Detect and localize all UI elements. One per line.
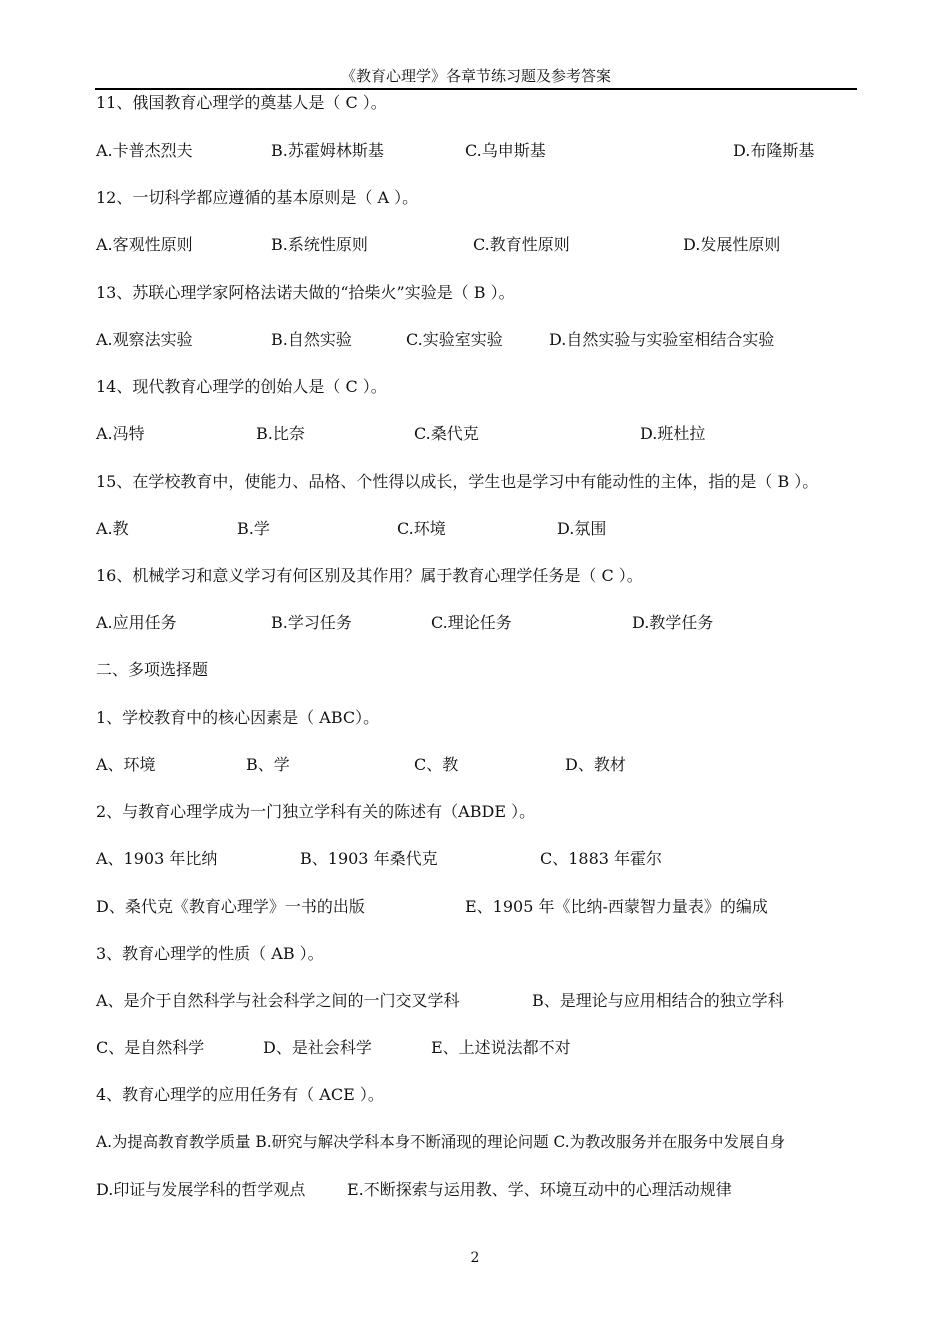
page-header-title: 《教育心理学》各章节练习题及参考答案 [340,67,611,85]
multi-2-option-c: C、1883 年霍尔 [540,849,663,868]
multi-2-option-d: D、桑代克《教育心理学》一书的出版 [96,897,365,916]
question-14-option-b: B.比奈 [256,424,305,443]
multi-2-option-e: E、1905 年《比纳-西蒙智力量表》的编成 [465,897,768,916]
multi-1-option-c: C、教 [414,755,459,774]
question-14-option-d: D.班杜拉 [640,424,706,443]
question-13-option-a: A.观察法实验 [96,330,193,349]
question-11-option-a: A.卡普杰烈夫 [96,141,193,160]
multi-2-stem: 2、与教育心理学成为一门独立学科有关的陈述有（ABDE ）。 [96,802,536,821]
question-16-option-c: C.理论任务 [431,613,512,632]
multi-3-option-c: C、是自然科学 [96,1038,205,1057]
question-13-stem: 13、苏联心理学家阿格法诺夫做的“拾柴火”实验是（ B ）。 [96,283,515,302]
question-14-option-a: A.冯特 [96,424,145,443]
multi-4-option-e: E.不断探索与运用教、学、环境互动中的心理活动规律 [347,1180,732,1199]
multi-1-option-d: D、教材 [565,755,626,774]
question-12-option-c: C.教育性原则 [473,235,570,254]
multi-3-stem: 3、教育心理学的性质（ AB ）。 [96,944,324,963]
multi-3-option-d: D、是社会科学 [263,1038,372,1057]
section-2-heading: 二、多项选择题 [96,660,209,679]
multi-4-option-d: D.印证与发展学科的哲学观点 [96,1180,306,1199]
question-12-option-a: A.客观性原则 [96,235,193,254]
question-13-option-b: B.自然实验 [271,330,352,349]
question-15-option-b: B.学 [237,519,270,538]
question-16-option-d: D.教学任务 [632,613,714,632]
question-11-stem: 11、俄国教育心理学的奠基人是（ C ）。 [96,93,387,112]
multi-3-option-b: B、是理论与应用相结合的独立学科 [532,991,784,1010]
question-16-option-a: A.应用任务 [96,613,177,632]
question-13-option-c: C.实验室实验 [406,330,503,349]
header-divider [95,88,857,90]
multi-4-options-abc: A.为提高教育教学质量 B.研究与解决学科本身不断涌现的理论问题 C.为教改服务并在服务中发展自身 [96,1133,786,1151]
question-16-option-b: B.学习任务 [271,613,352,632]
question-16-stem: 16、机械学习和意义学习有何区别及其作用？属于教育心理学任务是（ C ）。 [96,566,643,585]
multi-1-option-b: B、学 [246,755,290,774]
multi-2-option-b: B、1903 年桑代克 [300,849,438,868]
page-number: 2 [470,1250,480,1266]
question-15-option-d: D.氛围 [557,519,607,538]
question-14-option-c: C.桑代克 [414,424,479,443]
multi-1-option-a: A、环境 [96,755,156,774]
multi-3-option-e: E、上述说法都不对 [431,1038,571,1057]
question-12-stem: 12、一切科学都应遵循的基本原则是（ A ）。 [96,188,419,207]
question-11-option-c: C.乌申斯基 [465,141,546,160]
question-15-option-a: A.教 [96,519,129,538]
question-12-option-d: D.发展性原则 [683,235,781,254]
question-15-option-c: C.环境 [397,519,446,538]
multi-2-option-a: A、1903 年比纳 [96,849,218,868]
question-11-option-b: B.苏霍姆林斯基 [271,141,384,160]
multi-3-option-a: A、是介于自然科学与社会科学之间的一门交叉学科 [96,991,460,1010]
question-12-option-b: B.系统性原则 [271,235,368,254]
question-15-stem: 15、在学校教育中，使能力、品格、个性得以成长，学生也是学习中有能动性的主体，指的是（ B ）。 [96,472,819,491]
multi-1-stem: 1、学校教育中的核心因素是（ ABC）。 [96,708,380,727]
question-13-option-d: D.自然实验与实验室相结合实验 [549,330,775,349]
question-11-option-d: D.布隆斯基 [733,141,815,160]
question-14-stem: 14、现代教育心理学的创始人是（ C ）。 [96,377,387,396]
multi-4-stem: 4、教育心理学的应用任务有（ ACE ）。 [96,1085,384,1104]
